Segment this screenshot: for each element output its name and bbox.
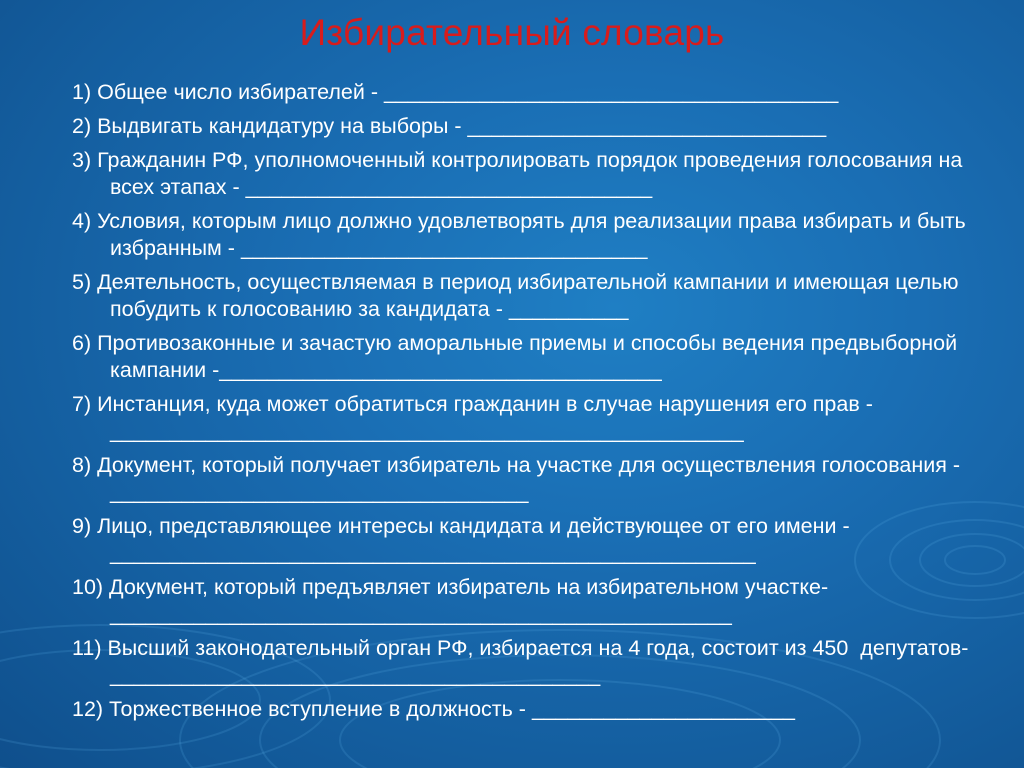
slide-title: Избирательный словарь — [299, 12, 725, 53]
list-item: 4) Условия, которым лицо должно удовлетворять для реализации права избирать и быть избранным - __________________________________ — [72, 209, 972, 260]
vocabulary-list — [72, 79, 972, 730]
list-item: 11) Высший законодательный орган РФ, избирается на 4 года, состоит из 450 депутатов-_________________________________________ — [72, 636, 969, 687]
list-item: 12) Торжественное вступление в должность - ______________________ — [72, 697, 796, 721]
list-item: 10) Документ, который предъявляет избиратель на избирательном участке-____________________________________________________ — [72, 575, 829, 626]
list-item: 5) Деятельность, осуществляемая в период избирательной кампании и имеющая целью побудить к голосованию за кандидата - __________ — [72, 270, 965, 321]
list-item: 9) Лицо, представляющее интересы кандидата и действующее от его имени -______________________________________________________ — [72, 514, 850, 565]
list-item: 3) Гражданин РФ, уполномоченный контролировать порядок проведения голосования на всех этапах - __________________________________ — [72, 148, 969, 199]
list-item: 2) Выдвигать кандидатуру на выборы - ______________________________ — [72, 114, 827, 138]
list-item: 6) Противозаконные и зачастую аморальные приемы и способы ведения предвыборной кампании -_____________________________________ — [72, 331, 964, 382]
list-item: 1) Общее число избирателей - ______________________________________ — [72, 80, 839, 104]
list-item: 7) Инстанция, куда может обратиться гражданин в случае нарушения его прав - _____________________________________________________ — [72, 392, 879, 443]
list-item: 8) Документ, который получает избиратель на участке для осуществления голосования - ___________________________________ — [72, 453, 967, 504]
